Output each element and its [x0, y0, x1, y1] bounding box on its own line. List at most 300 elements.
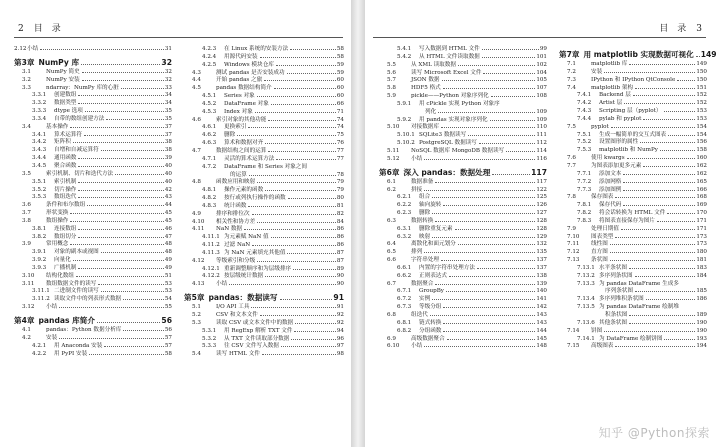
toc-entry-title: 映射	[419, 233, 431, 240]
toc-entry-page: 77	[336, 155, 344, 162]
leader-dots	[295, 323, 336, 324]
leader-dots	[640, 142, 695, 143]
toc-entry-page: 37	[164, 123, 172, 130]
toc-entry	[379, 179, 547, 187]
toc-entry-number: 4.11.3	[202, 249, 220, 256]
toc-entry-number: 4.2	[22, 334, 31, 341]
leader-dots	[441, 127, 535, 128]
toc-entry-title: IPython 和 IPython QtConsole	[591, 76, 676, 83]
toc-entry-number: 6.3.1	[397, 225, 412, 232]
toc-entry-title: 轴向旋转	[419, 202, 442, 209]
toc-entry-number: 4.4	[192, 77, 201, 84]
toc-entry-number: 5.3.3	[202, 343, 217, 350]
toc-entry-number: 5.3.1	[202, 327, 217, 334]
toc-entry-page: 126	[536, 202, 547, 209]
toc-entry-page: 194	[696, 343, 707, 350]
toc-entry-page: 74	[336, 124, 344, 131]
toc-entry-number: 7.13	[567, 257, 580, 264]
toc-entry	[559, 179, 707, 187]
toc-entry-page: 170	[696, 210, 707, 217]
toc-entry-title: 高级图表	[591, 343, 614, 350]
toc-chapter-entry	[184, 291, 344, 304]
toc-entry-title: 数组数据文件的读写	[46, 280, 97, 287]
toc-entry-number: 7.5.3	[577, 147, 592, 154]
toc-entry-title: Index 对象	[224, 108, 253, 115]
toc-entry-page: 40	[164, 178, 172, 185]
leader-dots	[257, 261, 336, 262]
toc-entry-title: 条件和布尔数组	[46, 202, 86, 209]
toc-entry-page: 90	[336, 273, 344, 280]
leader-dots	[78, 158, 163, 159]
leader-dots	[438, 112, 535, 113]
toc-entry	[14, 155, 172, 163]
toc-entry-title: Scripting 层（pyplot）	[599, 108, 662, 115]
toc-entry-title: 从 HTML 文件读取数据	[419, 53, 480, 60]
toc-entry-page: 33	[164, 84, 172, 91]
toc-entry	[14, 249, 172, 257]
toc-entry-number: 7.7.2	[577, 178, 592, 185]
toc-entry-number: 7.8.1	[577, 202, 592, 209]
leader-dots	[264, 80, 336, 81]
leader-dots	[432, 299, 535, 300]
leader-dots	[78, 103, 163, 104]
toc-entry-title: 用 PyPI 安装	[54, 350, 88, 357]
leader-dots	[251, 307, 335, 308]
toc-entry-number: 6.7.1	[397, 288, 412, 295]
toc-entry-number: 5.9.1	[397, 100, 412, 107]
toc-entry	[379, 148, 547, 156]
toc-entry-title: 线性图	[591, 241, 608, 248]
toc-entry-page: 116	[536, 155, 547, 162]
toc-entry-page: 153	[696, 115, 707, 122]
toc-entry-page: 49	[164, 264, 172, 271]
toc-entry	[559, 234, 707, 242]
toc-entry-title: 排序和排位次	[216, 210, 250, 217]
toc-entry	[184, 124, 344, 132]
toc-entry-title: 对象的副本或视图	[54, 249, 99, 256]
toc-entry	[379, 54, 547, 62]
toc-entry	[14, 77, 172, 85]
toc-entry-page: 53	[164, 288, 172, 295]
toc-entry-page: 57	[164, 342, 172, 349]
toc-entry-number: 6.2.2	[397, 202, 412, 209]
leader-dots	[268, 151, 336, 152]
leader-dots	[635, 88, 695, 89]
toc-entry-page: 98	[336, 351, 344, 358]
right-page	[364, 0, 720, 447]
toc-entry	[14, 343, 172, 351]
toc-entry-number: 6.7.2	[397, 296, 412, 303]
toc-entry-number: 7.6	[567, 155, 576, 162]
toc-entry-number: 4.11	[192, 226, 205, 233]
toc-entry-page: 44	[164, 202, 172, 209]
toc-entry-page: 117	[536, 178, 547, 185]
leader-dots	[294, 331, 335, 332]
leader-dots	[610, 244, 696, 245]
toc-entry	[184, 156, 344, 164]
toc-entry-page: 49	[164, 257, 172, 264]
toc-entry	[559, 304, 707, 312]
toc-entry-title: 基本操作	[46, 123, 69, 130]
toc-entry-number: 6.8	[387, 312, 396, 318]
toc-entry-number: 4.12.1	[202, 265, 220, 272]
toc-entry-number: 3.4.4	[32, 155, 47, 162]
toc-entry-title: 生成一幅简单的交互式图表	[599, 131, 667, 138]
toc-entry	[559, 336, 707, 344]
toc-entry	[559, 328, 707, 336]
toc-entry-number: 第5章	[184, 293, 205, 303]
toc-entry-title: JSON 数据	[411, 77, 440, 84]
leader-dots	[455, 229, 536, 230]
toc-entry	[379, 288, 547, 296]
leader-dots	[78, 95, 163, 96]
toc-entry-title: 切片操作	[54, 186, 77, 193]
toc-entry-title: NumPy 库	[38, 57, 80, 67]
toc-entry-title: 向量化	[54, 257, 71, 264]
toc-entry	[559, 249, 707, 257]
toc-entry	[559, 273, 707, 281]
toc-entry	[559, 116, 707, 124]
toc-entry-page: 75	[336, 132, 344, 139]
toc-entry	[14, 351, 172, 359]
toc-entry-title: 的运算	[230, 171, 247, 178]
toc-entry-title: I/O API 工具	[216, 304, 250, 311]
toc-entry-number: 7.8	[567, 194, 576, 201]
toc-entry-title: 算术和数据对齐	[224, 140, 264, 147]
toc-entry	[14, 273, 172, 281]
toc-entry-number: 6.6.2	[397, 272, 412, 279]
toc-entry-title: 安装	[46, 334, 58, 341]
leader-dots	[291, 339, 336, 340]
toc-entry-title: 往 CSV 文件写入数据	[224, 343, 279, 350]
toc-entry-number: 4.10	[192, 218, 205, 225]
toc-entry-number: 6.3.2	[397, 233, 412, 240]
toc-entry-page: 183	[696, 264, 707, 271]
toc-entry-page: 58	[164, 350, 172, 357]
toc-entry-title: 测试 pandas 是否安装成功	[216, 69, 285, 76]
toc-entry-number: 4.7.1	[202, 155, 217, 162]
toc-entry-title: 在 Linux 系统的安装方法	[224, 46, 289, 52]
leader-dots	[643, 166, 695, 167]
toc-chapter-entry	[559, 48, 717, 61]
toc-entry-title: 组合	[419, 194, 431, 201]
toc-entry-title: 自增和自减运算符	[54, 147, 99, 154]
toc-entry-number: 6.8.1	[397, 319, 412, 326]
toc-entry-number: 4.5.2	[202, 100, 217, 107]
toc-entry-number: 3.9.3	[32, 264, 47, 271]
toc-entry-number: 7.13.4	[577, 296, 595, 303]
toc-entry	[184, 195, 344, 203]
toc-entry	[14, 257, 172, 265]
toc-entry-number: 4.5.1	[202, 93, 217, 100]
toc-entry-page: 149	[696, 61, 707, 67]
toc-entry-page: 86	[336, 242, 344, 249]
toc-entry-title: 为 NaN 元素填充其他值	[224, 249, 286, 256]
leader-dots	[610, 252, 696, 253]
toc-entry-title: dtype 选项	[54, 108, 83, 115]
toc-entry-page: 84	[336, 218, 344, 225]
leader-dots	[70, 127, 163, 128]
toc-entry-number: 7.13.2	[577, 272, 595, 279]
toc-entry-number: 3.5.1	[32, 178, 47, 185]
toc-entry-page: 148	[536, 343, 547, 350]
toc-entry	[559, 281, 707, 289]
toc-entry	[379, 226, 547, 234]
toc-entry-title: 自带的数组创建方法	[54, 115, 105, 122]
toc-entry-title: 将会话转换为 HTML 文件	[599, 210, 666, 217]
toc-entry-title: 多序列条状图	[599, 272, 633, 279]
toc-entry-number: 5.7	[387, 77, 396, 84]
toc-entry-page: 181	[696, 257, 707, 264]
toc-entry-title: 索引对象的其他功能	[216, 116, 267, 123]
toc-entry	[184, 101, 344, 109]
toc-entry-page: 76	[336, 140, 344, 147]
leader-dots	[87, 205, 164, 206]
toc-entry-number: 6.9	[387, 335, 396, 342]
toc-entry-page: 190	[696, 327, 707, 334]
toc-entry-page: 165	[696, 178, 707, 185]
leader-dots	[248, 206, 335, 207]
toc-entry-number: 4.3	[192, 69, 201, 76]
toc-entry-number: 7.1	[567, 61, 576, 67]
toc-entry-page: 132	[536, 241, 547, 248]
toc-entry-page: 47	[164, 233, 172, 240]
leader-dots	[646, 299, 696, 300]
leader-dots	[696, 56, 700, 57]
toc-entry-title: 二进制文件的读写	[54, 288, 99, 295]
toc-entry-title: 灵活的算术运算方法	[224, 155, 275, 162]
toc-entry-page: 87	[336, 257, 344, 264]
toc-entry-title: 读取文件中的列表形式数据	[54, 296, 122, 303]
toc-entry	[184, 93, 344, 101]
toc-entry-number: 7.13.6	[577, 319, 595, 326]
leader-dots	[121, 88, 164, 89]
toc-entry-number: 5.4.2	[397, 53, 412, 60]
toc-entry-title: 小结	[411, 343, 423, 350]
leader-dots	[668, 135, 695, 136]
toc-entry	[184, 132, 344, 140]
toc-entry-number: 3.5.3	[32, 194, 47, 201]
toc-entry-number: 4.2.2	[32, 350, 47, 357]
toc-entry-page: 97	[336, 343, 344, 350]
toc-entry	[184, 234, 344, 242]
toc-entry	[379, 140, 547, 148]
leader-dots	[70, 221, 163, 222]
toc-entry-title: PostgreSQL 数据读写	[419, 140, 477, 147]
toc-entry-title: 图表类型	[591, 233, 614, 240]
leader-dots	[629, 268, 695, 269]
toc-entry-page: 32	[161, 57, 172, 67]
toc-entry-title: 小结	[46, 304, 58, 311]
toc-entry-page: 56	[164, 327, 172, 333]
leader-dots	[629, 64, 695, 65]
leader-dots	[268, 120, 336, 121]
toc-entry-number: 7.5	[567, 123, 576, 130]
toc-entry	[14, 163, 172, 171]
toc-entry-number: 5.10.1	[397, 132, 415, 139]
toc-entry-number: 3.8.2	[32, 233, 47, 240]
toc-entry-page: 80	[336, 195, 344, 202]
toc-entry-number: 4.2.5	[202, 61, 217, 68]
toc-entry-number: 4.5.3	[202, 108, 217, 115]
leader-dots	[468, 135, 535, 136]
toc-entry-page: 87	[336, 249, 344, 256]
toc-column	[14, 46, 172, 358]
toc-entry-title: 过滤 NaN	[224, 242, 251, 249]
leader-dots	[271, 104, 336, 105]
toc-entry-page: 152	[696, 100, 707, 107]
toc-entry	[379, 46, 547, 54]
toc-entry-number: 3.4.5	[32, 162, 47, 169]
toc-entry	[184, 117, 344, 125]
toc-entry-page: 154	[696, 123, 707, 130]
toc-entry-number: 5.6	[387, 69, 396, 76]
toc-entry	[184, 172, 344, 180]
toc-entry	[559, 218, 707, 226]
toc-entry-title: 离散化和面元划分	[411, 241, 456, 248]
leader-dots	[621, 229, 695, 230]
leader-dots	[81, 64, 160, 65]
toc-entry-number: 6.4	[387, 241, 396, 248]
toc-entry-number: 3.9	[22, 241, 31, 248]
leader-dots	[84, 135, 164, 136]
toc-entry-page: 86	[336, 234, 344, 241]
toc-entry	[379, 210, 547, 218]
toc-entry-title: 直方图	[591, 249, 608, 256]
toc-entry-title: 数组操作	[46, 217, 69, 224]
toc-entry-number: 6.8.2	[397, 327, 412, 334]
toc-entry	[379, 265, 547, 273]
toc-entry-page: 143	[536, 319, 547, 326]
toc-entry	[559, 124, 707, 132]
toc-entry	[379, 273, 547, 281]
toc-entry-page: 145	[536, 335, 547, 342]
running-head: 目 录	[659, 24, 687, 34]
toc-entry-number: 3.4	[22, 123, 31, 130]
leader-dots	[424, 159, 535, 160]
leader-dots	[78, 237, 163, 238]
toc-entry-number: 3.4.2	[32, 139, 47, 146]
toc-entry-page: 90	[336, 281, 344, 288]
toc-entry-number: 第3章	[14, 57, 35, 67]
toc-entry-number: 4.8.1	[202, 187, 217, 194]
leader-dots	[623, 174, 695, 175]
toc-entry	[559, 171, 707, 179]
toc-entry-number: 7.4.4	[577, 115, 592, 122]
leader-dots	[441, 260, 535, 261]
toc-entry-title: 积条状图	[605, 312, 628, 318]
toc-entry-number: 4.7	[192, 147, 201, 154]
toc-entry-title: 更换索引	[224, 124, 247, 131]
toc-entry	[559, 202, 707, 210]
toc-entry	[379, 218, 547, 226]
toc-entry	[559, 241, 707, 249]
toc-entry-title: 连接数组	[54, 225, 77, 232]
toc-entry-page: 96	[336, 335, 344, 342]
toc-entry-number: 7.5.1	[577, 131, 592, 138]
toc-entry-title: 常用概念	[46, 241, 69, 248]
toc-entry-title: 操作元素的函数	[224, 187, 264, 194]
leader-dots	[447, 339, 536, 340]
leader-dots	[424, 190, 535, 191]
leader-dots	[664, 339, 695, 340]
toc-entry-page: 142	[536, 304, 547, 311]
toc-entry-title: 条状图	[591, 257, 608, 264]
toc-entry-title: 保存图表	[591, 194, 614, 201]
toc-entry-page: 154	[696, 131, 707, 138]
leader-dots	[229, 284, 336, 285]
toc-entry	[14, 202, 172, 210]
toc-entry-number: 3.5.2	[32, 186, 47, 193]
leader-dots	[482, 57, 536, 58]
running-head: 目 录	[33, 24, 61, 34]
toc-entry	[14, 210, 172, 218]
toc-entry-title: 等级索引和分级	[216, 257, 256, 264]
leader-dots	[604, 331, 695, 332]
toc-entry-title: 统计函数	[224, 202, 247, 209]
toc-entry-page: 107	[536, 85, 547, 92]
toc-entry-title: 开始 pandas 之旅	[216, 77, 263, 84]
toc-entry-page: 104	[536, 69, 547, 76]
toc-entry-title: GroupBy	[419, 288, 444, 295]
leader-dots	[104, 346, 164, 347]
toc-entry-number: 第7章	[559, 50, 580, 59]
toc-entry-page: 122	[536, 186, 547, 193]
toc-entry-title: 用 Anaconda 安装	[54, 342, 103, 349]
toc-entry-page: 51	[164, 272, 172, 279]
toc-entry-page: 91	[333, 293, 344, 303]
toc-entry-title: 索引机制、切片和迭代方法	[46, 170, 114, 177]
toc-entry-page: 128	[536, 217, 547, 224]
toc-entry	[379, 241, 547, 249]
toc-entry	[379, 85, 547, 93]
toc-entry-title: 数据聚合	[411, 280, 434, 287]
toc-entry-number: 3.8.1	[32, 225, 47, 232]
toc-entry-title: 小结	[411, 155, 423, 162]
toc-entry-title: 算术运算符	[54, 131, 82, 138]
toc-entry-title: matplotlib 和 NumPy	[599, 147, 658, 154]
book-gutter	[352, 0, 364, 447]
leader-dots	[443, 88, 536, 89]
leader-dots	[443, 205, 535, 206]
toc-entry-page: 48	[164, 241, 172, 248]
leader-dots	[629, 323, 695, 324]
toc-entry-page: 190	[696, 319, 707, 326]
toc-entry-number: 5.3.2	[202, 335, 217, 342]
toc-entry-number: 5.4	[192, 351, 201, 358]
toc-entry-title: 读写 Microsoft Excel 文件	[411, 69, 482, 76]
toc-entry	[14, 124, 172, 132]
toc-entry	[379, 117, 547, 125]
toc-entry-title: Series 对象	[224, 93, 255, 100]
leader-dots	[615, 237, 695, 238]
toc-entry-number: 4.1	[22, 327, 31, 333]
toc-entry-title: 为 pandas DataFrame 绘制堆	[599, 304, 679, 311]
toc-entry-number: 4.11.2	[202, 242, 220, 249]
toc-entry-number: 6.2	[387, 186, 396, 193]
toc-entry-number: 3.3.4	[32, 115, 47, 122]
toc-entry	[559, 257, 707, 265]
leader-dots	[101, 252, 164, 253]
toc-entry-title: 链式转换	[419, 319, 442, 326]
toc-entry-page: 34	[164, 92, 172, 99]
leader-dots	[506, 151, 535, 152]
leader-dots	[257, 222, 336, 223]
leader-dots	[281, 346, 336, 347]
toc-entry	[184, 140, 344, 148]
leader-dots	[615, 197, 695, 198]
toc-entry-number: 3.5	[22, 170, 31, 177]
